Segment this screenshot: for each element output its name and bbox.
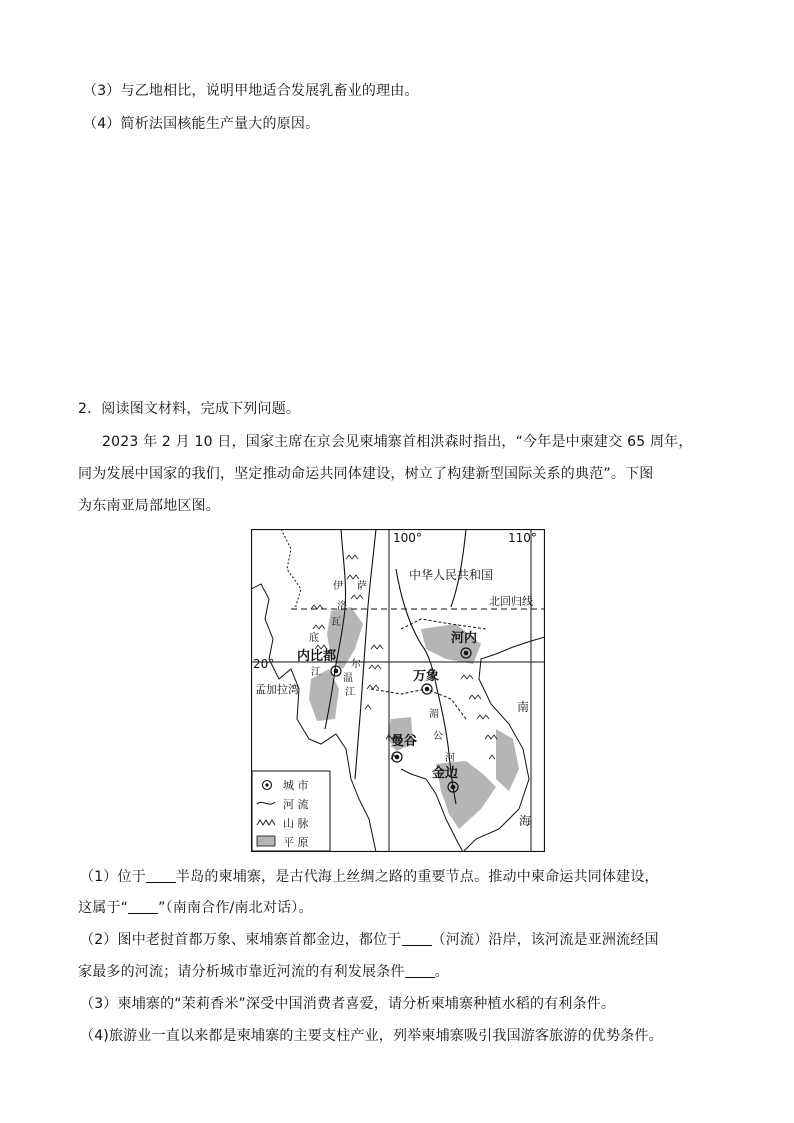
sub-question-1-line-2: 这属于“ ”（南南合作/南北对话）。 [78, 900, 313, 916]
legend-city: 城 市 [283, 779, 309, 792]
question-2-intro: 2．阅读图文材料，完成下列问题。 [78, 401, 301, 417]
legend-river: 河 流 [283, 798, 309, 811]
tropic-label: 北回归线 [489, 595, 533, 608]
mekong-label-3: 河 [445, 753, 455, 764]
irrawaddy-label-3: 瓦 [331, 617, 341, 628]
irrawaddy-label-4: 底 [309, 633, 319, 644]
salween-label-3: 温 [343, 673, 353, 684]
salween-label-4: 江 [345, 687, 355, 698]
sub-question-1-line-1: （1）位于 半岛的柬埔寨，是古代海上丝绸之路的重要节点。推动中柬命运共同体建设， [80, 869, 659, 885]
irrawaddy-label-2: 洛 [337, 601, 347, 612]
phnompenh-label: 金边 [432, 766, 459, 781]
answer-blank-peninsula[interactable] [146, 868, 176, 883]
material-para-1: 2023 年 2 月 10 日，国家主席在京会见柬埔寨首相洪森时指出，“今年是中柬建交 65 周年， [102, 434, 693, 450]
material-para-3: 为东南亚局部地区图。 [78, 498, 220, 514]
south-sea-label-1: 南 [517, 700, 530, 714]
sub-question-3: （3）柬埔寨的“茉莉香米”深受中国消费者喜爱，请分析柬埔寨种植水稻的有利条件。 [80, 996, 616, 1012]
answer-blank-conditions[interactable] [405, 963, 435, 978]
question-3: （3）与乙地相比，说明甲地适合发展乳畜业的理由。 [83, 83, 419, 99]
lat-20-label: 20° [253, 657, 275, 671]
question-4: （4）简析法国核能生产量大的原因。 [83, 116, 320, 132]
sub-question-2-line-1: （2）图中老挝首都万象、柬埔寨首都金边，都位于 （河流）沿岸，该河流是亚洲流经国 [80, 932, 659, 948]
map-legend [252, 771, 330, 851]
sub-question-4: （4)旅游业一直以来都是柬埔寨的主要支柱产业，列举柬埔寨吸引我国游客旅游的优势条件。 [80, 1028, 663, 1044]
lon-110-label: 110° [508, 531, 537, 545]
south-sea-label-2: 海 [519, 814, 532, 828]
sub-question-2-line-2: 家最多的河流；请分析城市靠近河流的有利发展条件 。 [78, 964, 449, 980]
legend-mountain: 山 脉 [283, 817, 309, 830]
answer-blank-cooperation[interactable] [128, 899, 158, 914]
answer-blank-river[interactable] [402, 931, 432, 946]
lon-100-label: 100° [393, 531, 422, 545]
mekong-label-1: 湄 [429, 709, 439, 720]
mekong-label-2: 公 [433, 731, 443, 742]
salween-label-1: 萨 [357, 581, 367, 592]
irrawaddy-label-5: 江 [311, 667, 321, 678]
naypyidaw-label: 内比都 [297, 649, 337, 664]
bay-of-bengal-label: 孟加拉湾 [255, 683, 299, 696]
vientiane-label: 万象 [413, 669, 440, 684]
china-label: 中华人民共和国 [409, 568, 494, 582]
material-para-2: 同为发展中国家的我们，坚定推动命运共同体建设，树立了构建新型国际关系的典范”。下图 [78, 466, 654, 482]
legend-plain: 平 原 [283, 836, 309, 849]
southeast-asia-map [251, 529, 545, 852]
irrawaddy-label-1: 伊 [333, 581, 343, 592]
bangkok-label: 曼谷 [391, 734, 418, 749]
salween-label-2: 尔 [351, 659, 361, 670]
hanoi-label: 河内 [451, 631, 478, 646]
